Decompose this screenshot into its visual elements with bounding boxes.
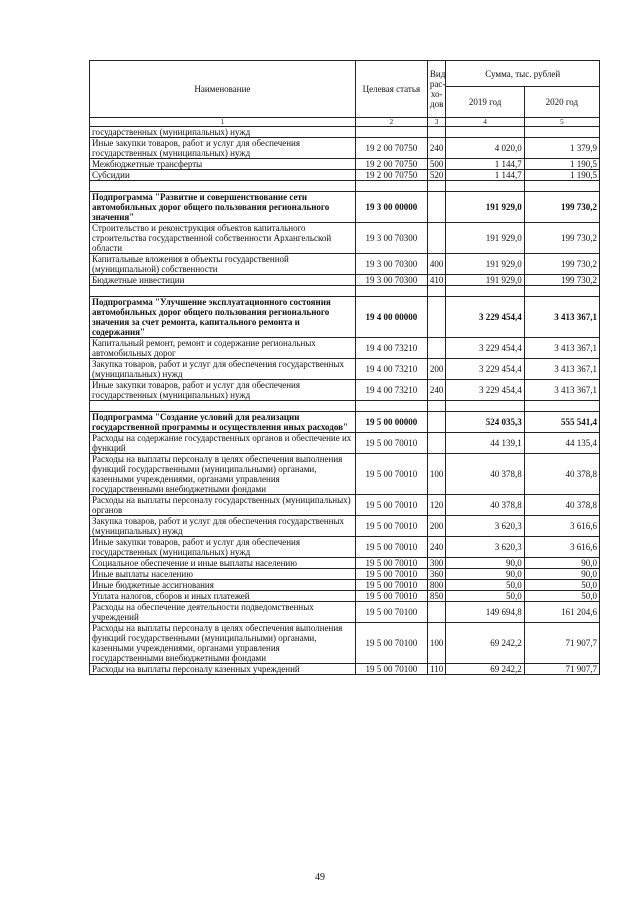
- row-sum-2020: 199 730,2: [524, 275, 599, 286]
- row-vr: [427, 127, 446, 138]
- row-vr: 800: [427, 580, 446, 591]
- row-name: Подпрограмма "Создание условий для реализации государственной программы и осуществления иных расходов": [90, 412, 356, 433]
- row-name: Иные закупки товаров, работ и услуг для обеспечения государственных (муниципальных) нужд: [90, 380, 356, 401]
- page-number: 49: [315, 872, 325, 883]
- budget-page: [89, 60, 600, 675]
- table-row: [90, 338, 600, 359]
- table-row: [90, 159, 600, 170]
- row-vr: [427, 433, 446, 454]
- row-vr: 120: [427, 495, 446, 516]
- row-sum-2019: 40 378,8: [446, 495, 524, 516]
- row-name: Уплата налогов, сборов и иных платежей: [90, 591, 356, 602]
- table-row: [90, 359, 600, 380]
- table-row: [90, 223, 600, 254]
- col-number-3: 3: [427, 118, 446, 127]
- header-2019: 2019 год: [446, 87, 524, 118]
- row-sum-2019: 191 929,0: [446, 275, 524, 286]
- table-row: [90, 623, 600, 664]
- row-sum-2019: 3 229 454,4: [446, 338, 524, 359]
- row-sum-2020: 1 190,5: [524, 170, 599, 181]
- row-name: Закупка товаров, работ и услуг для обеспечения государственных (муниципальных) нужд: [90, 516, 356, 537]
- row-sum-2020: 1 379,9: [524, 138, 599, 159]
- col-number-2: 2: [355, 118, 427, 127]
- row-name: Иные выплаты населению: [90, 569, 356, 580]
- row-vr: 200: [427, 359, 446, 380]
- row-vr: [427, 192, 446, 223]
- row-sum-2019: 90,0: [446, 569, 524, 580]
- row-sum-2020: 71 907,7: [524, 623, 599, 664]
- row-code: 19 5 00 70010: [355, 454, 427, 495]
- spacer-row: [90, 181, 600, 192]
- row-code: 19 5 00 00000: [355, 412, 427, 433]
- row-sum-2020: 90,0: [524, 558, 599, 569]
- table-row: [90, 170, 600, 181]
- row-sum-2019: 90,0: [446, 558, 524, 569]
- row-name: Расходы на содержание государственных органов и обеспечение их функций: [90, 433, 356, 454]
- budget-table: [89, 60, 600, 675]
- table-row: [90, 254, 600, 275]
- row-sum-2019: 3 229 454,4: [446, 297, 524, 338]
- row-sum-2020: 199 730,2: [524, 192, 599, 223]
- row-sum-2019: 1 144,7: [446, 159, 524, 170]
- table-row: [90, 454, 600, 495]
- row-sum-2019: 149 694,8: [446, 602, 524, 623]
- header-code: Целевая статья: [355, 61, 427, 118]
- table-row: [90, 591, 600, 602]
- subprogram-row: [90, 412, 600, 433]
- row-sum-2020: 3 413 367,1: [524, 338, 599, 359]
- row-code: 19 5 00 70010: [355, 580, 427, 591]
- row-sum-2020: 3 413 367,1: [524, 359, 599, 380]
- row-name: Иные бюджетные ассигнования: [90, 580, 356, 591]
- spacer-row: [90, 401, 600, 412]
- row-sum-2020: 3 616,6: [524, 537, 599, 558]
- row-sum-2019: 191 929,0: [446, 223, 524, 254]
- row-sum-2019: 69 242,2: [446, 623, 524, 664]
- row-code: 19 3 00 70300: [355, 275, 427, 286]
- row-name: Расходы на выплаты персоналу государственных (муниципальных) органов: [90, 495, 356, 516]
- row-vr: 200: [427, 516, 446, 537]
- table-row: [90, 664, 600, 675]
- row-name: Капитальный ремонт, ремонт и содержание региональных автомобильных дорог: [90, 338, 356, 359]
- row-code: [355, 127, 427, 138]
- table-row: [90, 569, 600, 580]
- row-vr: 410: [427, 275, 446, 286]
- row-code: 19 5 00 70010: [355, 558, 427, 569]
- row-sum-2019: [446, 127, 524, 138]
- row-vr: 110: [427, 664, 446, 675]
- col-number-1: 1: [90, 118, 356, 127]
- row-sum-2020: 161 204,6: [524, 602, 599, 623]
- row-vr: 400: [427, 254, 446, 275]
- row-sum-2019: 191 929,0: [446, 254, 524, 275]
- row-code: 19 4 00 73210: [355, 338, 427, 359]
- row-code: 19 4 00 73210: [355, 359, 427, 380]
- row-sum-2020: 199 730,2: [524, 254, 599, 275]
- table-row: [90, 275, 600, 286]
- row-sum-2020: 555 541,4: [524, 412, 599, 433]
- table-header: [90, 61, 600, 127]
- row-sum-2020: [524, 127, 599, 138]
- table-row: [90, 602, 600, 623]
- row-name: Подпрограмма "Улучшение эксплуатационного состояния автомобильных дорог общего пользования регионального значения за счет ремонта, капитального ремонта и содержания": [90, 297, 356, 338]
- row-vr: 300: [427, 558, 446, 569]
- row-vr: 100: [427, 623, 446, 664]
- row-sum-2020: 40 378,8: [524, 495, 599, 516]
- row-name: Межбюджетные трансферты: [90, 159, 356, 170]
- row-code: 19 2 00 70750: [355, 138, 427, 159]
- table-row: [90, 516, 600, 537]
- table-row: [90, 580, 600, 591]
- row-sum-2019: 69 242,2: [446, 664, 524, 675]
- row-name: Социальное обеспечение и иные выплаты населению: [90, 558, 356, 569]
- row-vr: 360: [427, 569, 446, 580]
- row-name: Иные закупки товаров, работ и услуг для обеспечения государственных (муниципальных) нужд: [90, 138, 356, 159]
- row-code: 19 5 00 70010: [355, 433, 427, 454]
- row-vr: [427, 602, 446, 623]
- row-code: 19 4 00 73210: [355, 380, 427, 401]
- row-sum-2019: 50,0: [446, 580, 524, 591]
- row-name: Иные закупки товаров, работ и услуг для обеспечения государственных (муниципальных) нужд: [90, 537, 356, 558]
- table-body: [90, 127, 600, 675]
- row-name: Расходы на выплаты персоналу в целях обеспечения выполнения функций государственными (муниципальными) органами, казенными учреждениями, органами управления государственными внебюджетными фондами: [90, 623, 356, 664]
- row-sum-2020: 199 730,2: [524, 223, 599, 254]
- row-sum-2019: 3 620,3: [446, 516, 524, 537]
- row-vr: 500: [427, 159, 446, 170]
- row-sum-2020: 1 190,5: [524, 159, 599, 170]
- row-sum-2020: 44 135,4: [524, 433, 599, 454]
- row-name: Расходы на обеспечение деятельности подведомственных учреждений: [90, 602, 356, 623]
- row-sum-2019: 3 620,3: [446, 537, 524, 558]
- table-row: [90, 537, 600, 558]
- col-number-5: 5: [524, 118, 599, 127]
- row-code: 19 5 00 70010: [355, 516, 427, 537]
- row-code: 19 5 00 70100: [355, 623, 427, 664]
- header-sum: Сумма, тыс. рублей: [446, 61, 600, 87]
- row-sum-2019: 40 378,8: [446, 454, 524, 495]
- row-vr: 240: [427, 138, 446, 159]
- row-vr: [427, 338, 446, 359]
- row-code: 19 5 00 70010: [355, 569, 427, 580]
- header-2020: 2020 год: [524, 87, 599, 118]
- header-name: Наименование: [90, 61, 356, 118]
- row-name: Расходы на выплаты персоналу казенных учреждений: [90, 664, 356, 675]
- spacer-row: [90, 286, 600, 297]
- row-sum-2020: 71 907,7: [524, 664, 599, 675]
- col-number-4: 4: [446, 118, 524, 127]
- row-name: Бюджетные инвестиции: [90, 275, 356, 286]
- row-vr: [427, 223, 446, 254]
- row-name: Закупка товаров, работ и услуг для обеспечения государственных (муниципальных) нужд: [90, 359, 356, 380]
- row-code: 19 5 00 70100: [355, 664, 427, 675]
- row-vr: 240: [427, 380, 446, 401]
- row-code: 19 4 00 00000: [355, 297, 427, 338]
- row-sum-2020: 90,0: [524, 569, 599, 580]
- row-sum-2019: 3 229 454,4: [446, 359, 524, 380]
- table-row: [90, 558, 600, 569]
- row-sum-2019: 50,0: [446, 591, 524, 602]
- row-code: 19 3 00 00000: [355, 192, 427, 223]
- row-sum-2019: 191 929,0: [446, 192, 524, 223]
- row-name: Подпрограмма "Развитие и совершенствование сети автомобильных дорог общего пользования регионального значения": [90, 192, 356, 223]
- row-sum-2020: 3 616,6: [524, 516, 599, 537]
- row-vr: 520: [427, 170, 446, 181]
- row-sum-2019: 3 229 454,4: [446, 380, 524, 401]
- row-code: 19 2 00 70750: [355, 159, 427, 170]
- row-sum-2020: 50,0: [524, 580, 599, 591]
- row-name: Субсидии: [90, 170, 356, 181]
- row-code: 19 5 00 70100: [355, 602, 427, 623]
- table-row: [90, 127, 600, 138]
- row-sum-2019: 44 139,1: [446, 433, 524, 454]
- row-sum-2020: 40 378,8: [524, 454, 599, 495]
- row-vr: [427, 412, 446, 433]
- subprogram-row: [90, 192, 600, 223]
- table-row: [90, 138, 600, 159]
- row-vr: 240: [427, 537, 446, 558]
- subprogram-row: [90, 297, 600, 338]
- row-vr: 850: [427, 591, 446, 602]
- table-row: [90, 495, 600, 516]
- row-sum-2019: 524 035,3: [446, 412, 524, 433]
- table-row: [90, 380, 600, 401]
- row-sum-2019: 4 020,0: [446, 138, 524, 159]
- row-code: 19 3 00 70300: [355, 254, 427, 275]
- row-sum-2019: 1 144,7: [446, 170, 524, 181]
- row-code: 19 5 00 70010: [355, 495, 427, 516]
- row-name: Расходы на выплаты персоналу в целях обеспечения выполнения функций государственными (муниципальными) органами, казенными учреждениями, органами управления государственными внебюджетными фондами: [90, 454, 356, 495]
- row-code: 19 3 00 70300: [355, 223, 427, 254]
- row-vr: [427, 297, 446, 338]
- row-code: 19 2 00 70750: [355, 170, 427, 181]
- row-code: 19 5 00 70010: [355, 537, 427, 558]
- header-vr: Вид рас-хо-дов: [427, 61, 446, 118]
- row-vr: 100: [427, 454, 446, 495]
- row-name: Капитальные вложения в объекты государственной (муниципальной) собственности: [90, 254, 356, 275]
- row-sum-2020: 3 413 367,1: [524, 297, 599, 338]
- row-name: государственных (муниципальных) нужд: [90, 127, 356, 138]
- row-sum-2020: 50,0: [524, 591, 599, 602]
- row-name: Строительство и реконструкция объектов капитального строительства государственной собственности Архангельской области: [90, 223, 356, 254]
- row-sum-2020: 3 413 367,1: [524, 380, 599, 401]
- table-row: [90, 433, 600, 454]
- row-code: 19 5 00 70010: [355, 591, 427, 602]
